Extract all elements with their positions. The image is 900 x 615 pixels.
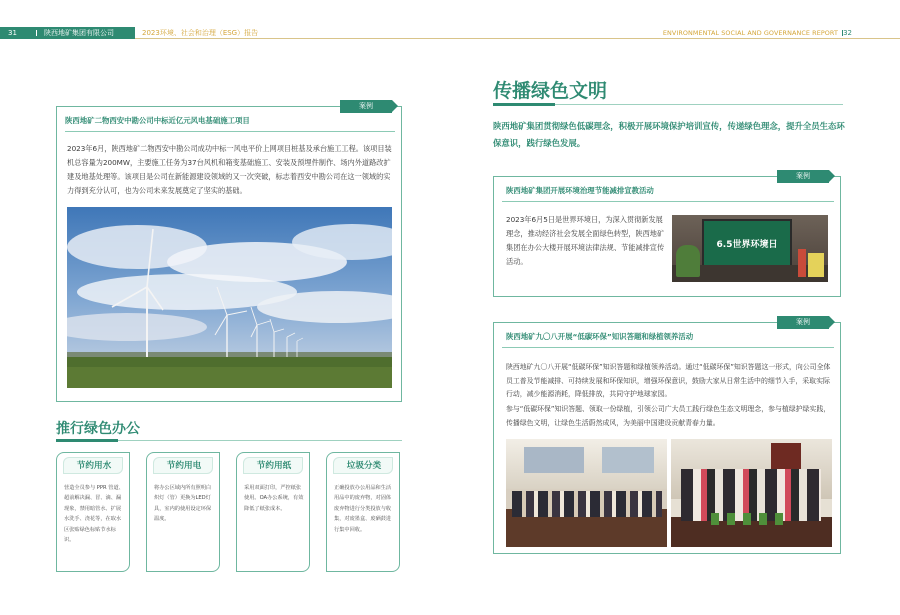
right-page-number: 32 [843, 29, 852, 37]
case-wind-card [56, 102, 402, 402]
plant-adoption-photo [671, 439, 832, 547]
left-page-number: 31 [8, 29, 17, 37]
office-card-text: 采用双面打印，严控纸张使用。OA办公系统，有效降低了纸张成本。 [244, 485, 304, 512]
case-env-day-body: 2023年6月5日是世界环境日，为深入贯彻新发展理念，推动经济社会发展全面绿色转型，陕西地矿集团在办公大楼开展环境法律法规、节能减排宣传活动。 [506, 215, 665, 266]
photo-window [524, 447, 584, 473]
case-badge: 案例 [777, 170, 829, 183]
case-low-carbon-body-2: 参与“低碳环保”知识答题、领取一份绿植，引领公司广大员工践行绿色生态文明理念，参与植绿护绿实践，传播绿色文明，让绿色生活蔚然成风，为美丽中国建设贡献青春力量。 [506, 405, 831, 427]
section-underline-accent [493, 103, 555, 106]
header-tab [0, 27, 135, 39]
green-civilization-title: 传播绿色文明 [493, 80, 608, 102]
office-card-paper [236, 452, 310, 572]
report-title-right: ENVIRONMENTAL SOCIAL AND GOVERNANCE REPORT [662, 29, 838, 37]
company-name: 陕西地矿集团有限公司 [44, 29, 114, 37]
screen-display [702, 219, 792, 269]
report-title-left: 2023环境、社会和治理（ESG）报告 [142, 29, 259, 37]
participants [512, 491, 662, 517]
case-wind-body: 2023年6月，陕西地矿二物西安中勘公司成功中标一风电平价上网项目桩基及承台施工工程。该项目装机总容量为200MW，主要施工任务为37台风机和箱变基础施工、安装及预埋件制作、场内外道路改扩建及地基处理等。该项目是公司在新能源建设领域的又一次突破，标志着西安中勘公司在这一领域的实力得到充分认可，也为公司未来发展奠定了坚实的基础。 [67, 144, 392, 195]
case-low-carbon-card [493, 318, 841, 554]
case-low-carbon-title: 陕西地矿九〇八开展“低碳环保”知识答题和绿植领养活动 [506, 332, 694, 341]
case-env-day-title: 陕西地矿集团开展环境治理节能减排宣教活动 [506, 186, 654, 195]
green-office-title: 推行绿色办公 [56, 421, 140, 437]
office-card-text: 将办公区域内所有照明白炽灯（管）更换为LED灯具，室内的使用设定环保温度。 [154, 485, 212, 523]
photo-window [602, 447, 654, 473]
wind-farm-photo [67, 207, 392, 388]
case-env-day-card [493, 172, 841, 297]
office-card-title: 节约用电 [166, 461, 202, 471]
env-day-photo [672, 215, 828, 282]
case-wind-title: 陕西地矿二物西安中勘公司中标近亿元风电基础施工项目 [65, 116, 250, 125]
case-rule [502, 347, 834, 348]
section-underline-accent [56, 439, 118, 442]
banner-decoration [798, 249, 806, 277]
office-card-title: 节约用水 [76, 461, 112, 471]
case-low-carbon-body-1: 陕西地矿九〇八开展“低碳环保”知识答题和绿植领养活动。通过“低碳环保”知识答题这一形式，向公司全体员工普及节能减排、可持续发展和环保知识，增强环保意识，鼓励大家从日常生活中的细节入手，采取实际行动，减少能源消耗，降低排放，共同守护地球家园。 [506, 363, 831, 398]
office-card-water [56, 452, 130, 572]
potted-plants [711, 513, 791, 525]
office-card-title: 节约用纸 [256, 461, 292, 471]
case-rule [65, 131, 395, 132]
office-card-title: 垃圾分类 [346, 461, 382, 471]
office-card-waste [326, 452, 400, 572]
office-card-text: 营造全员参与 PPR 管道、超前解决漏、冒、滴、漏现象，禁用暗管水、扩展水洗手、浇花等，在取水区张贴绿色标贴节水标识。 [64, 485, 124, 544]
office-card-text: 正确投放办公用品和生活用品中的废弃物，对固体废弃物进行分类投放与收集，对废墨盒、废硒鼓进行集中回收。 [334, 485, 392, 533]
screen-text: 6.5世界环境日 [716, 240, 778, 250]
case-badge: 案例 [340, 100, 392, 113]
page-header [0, 27, 900, 39]
wind-farm-illustration [67, 207, 392, 388]
header-separator [36, 30, 37, 36]
poster-decoration [808, 253, 824, 277]
lead-paragraph: 陕西地矿集团贯彻绿色低碳理念，积极开展环境保护培训宣传，传递绿色理念，提升全员生态环保意识，践行绿色发展。 [493, 121, 845, 148]
office-card-power [146, 452, 220, 572]
quiz-event-photo [506, 439, 667, 547]
case-rule [502, 201, 834, 202]
plant-decoration [676, 245, 700, 277]
case-badge: 案例 [777, 316, 829, 329]
